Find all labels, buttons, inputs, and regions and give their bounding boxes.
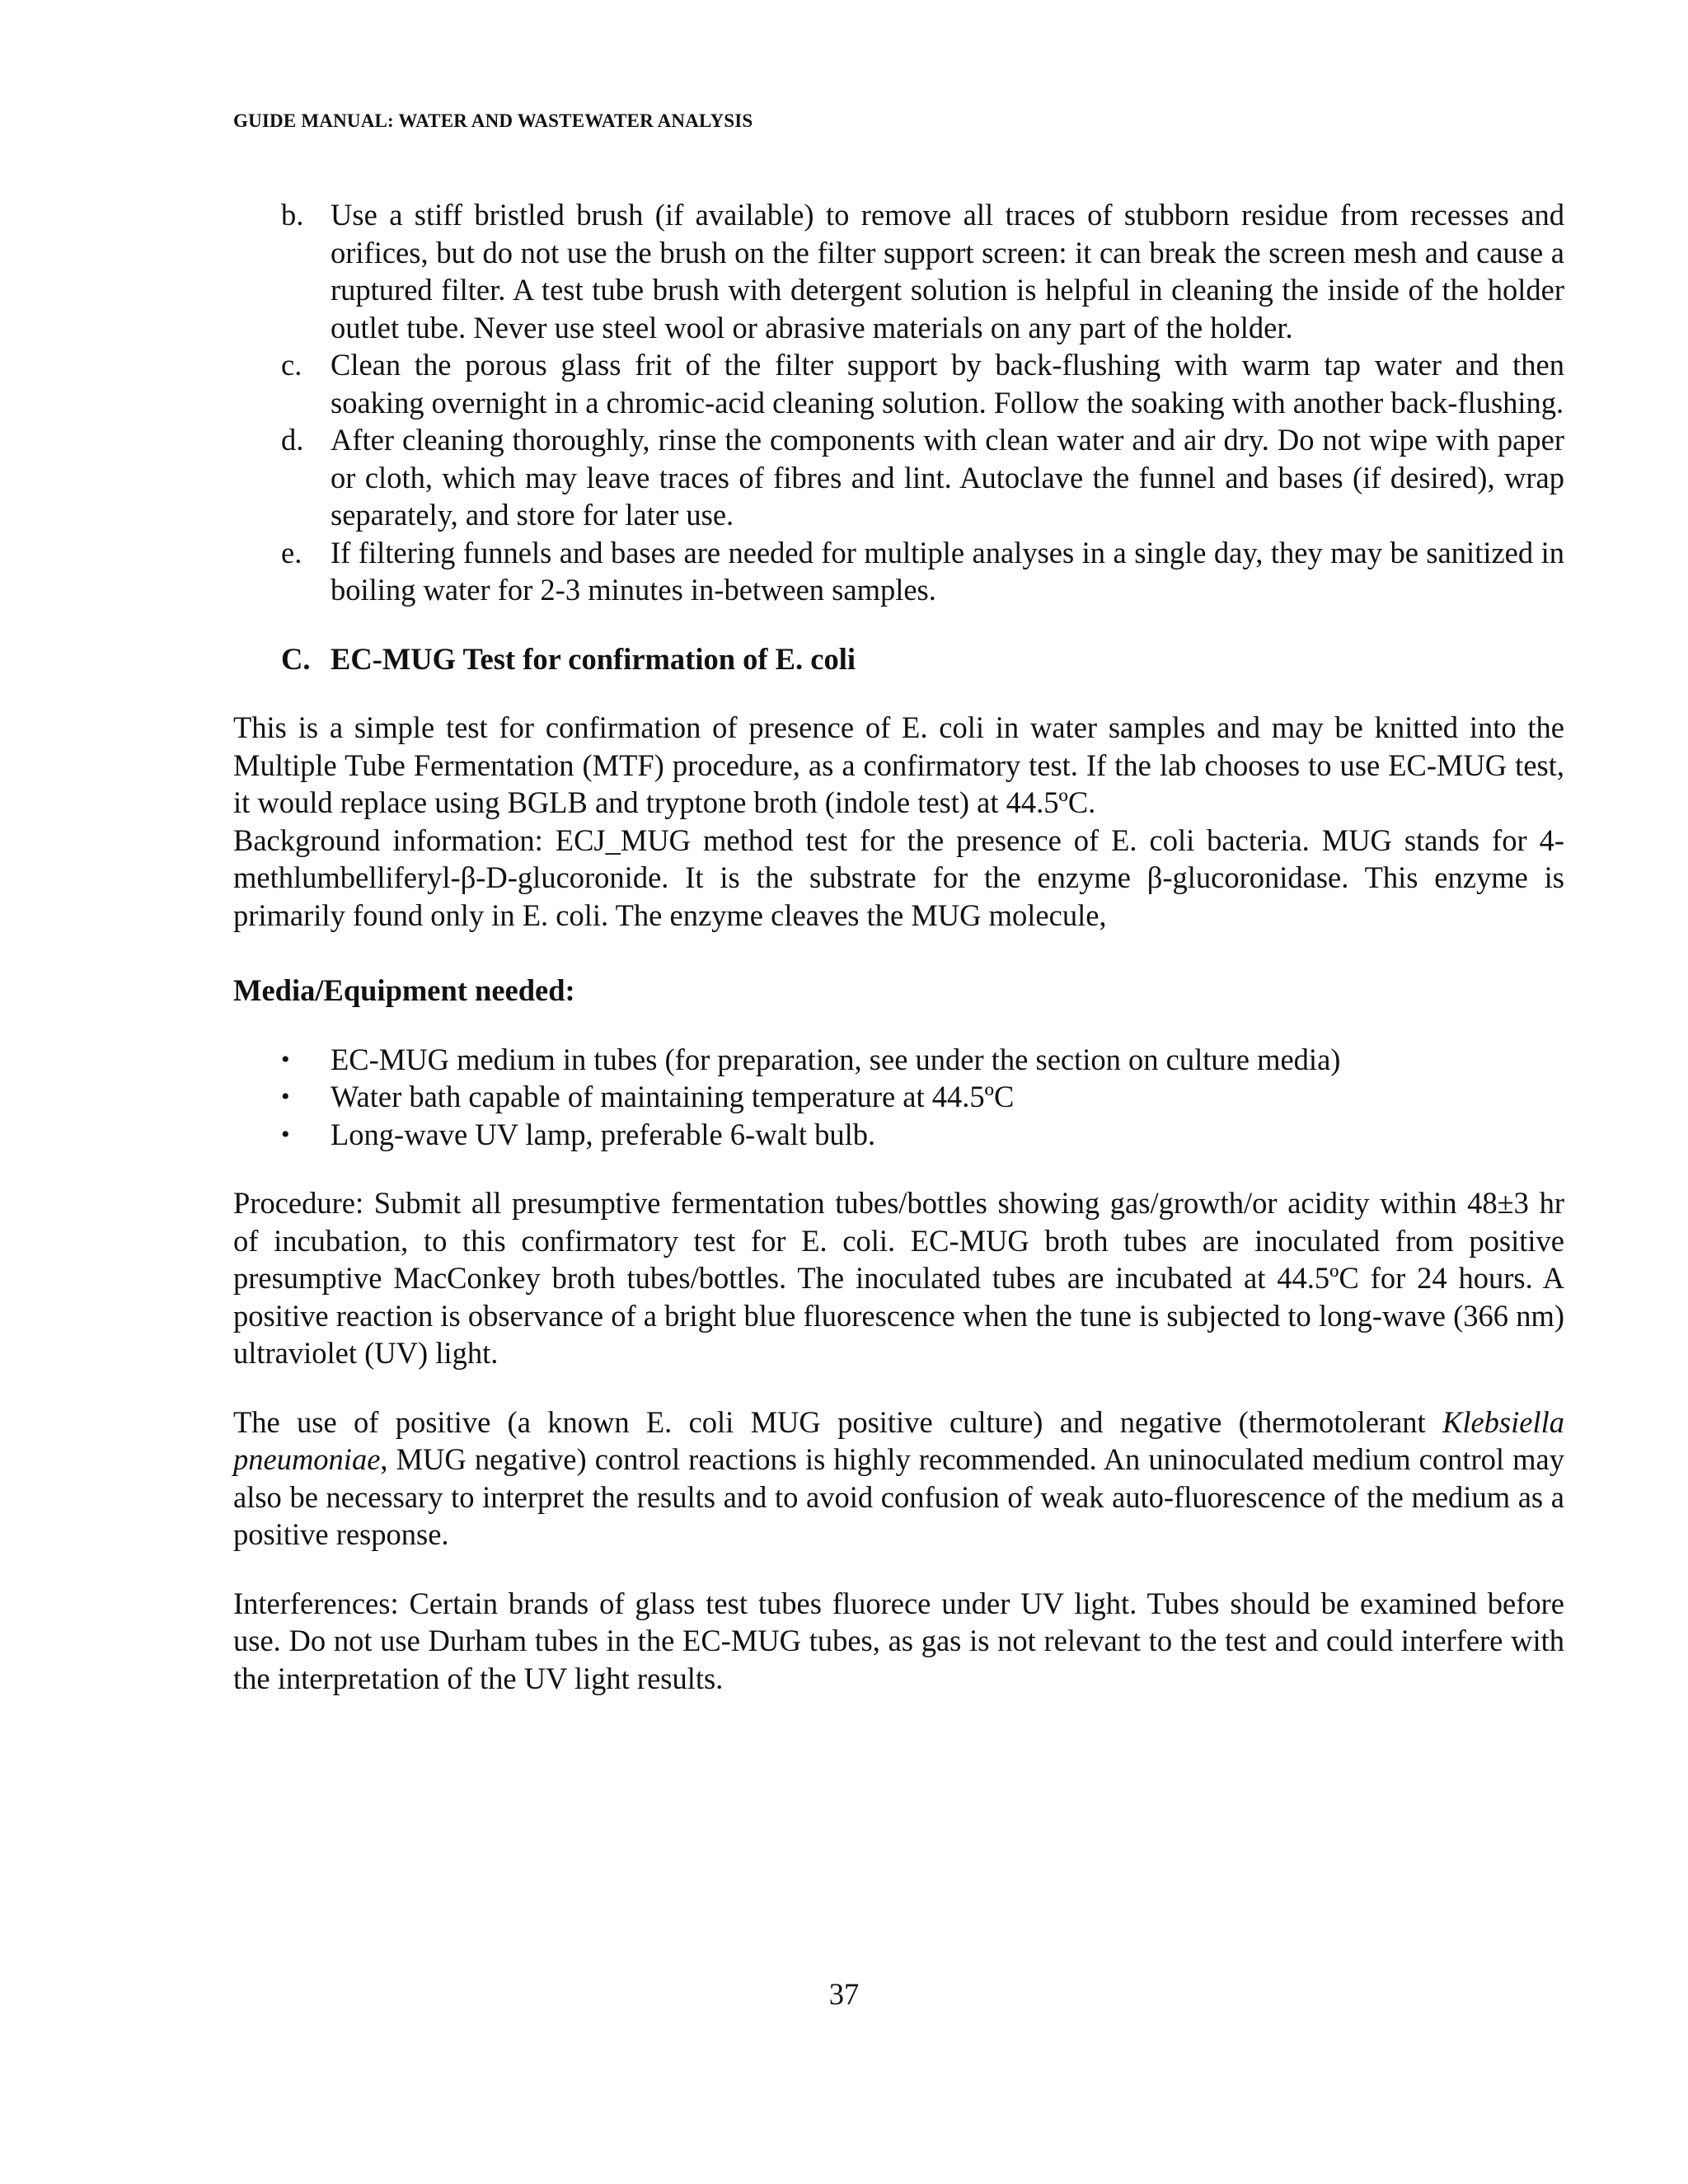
list-item-text: Use a stiff bristled brush (if available) to remove all traces of stubborn residue from recesses and orifices, but do not use the brush on the filter support screen: it can break the screen mesh and cause a ruptured filter. A test tube brush with detergent solution is helpful in cleaning the inside of the holder outlet tube. Never use steel wool or abrasive materials on any part of the holder. [331,198,1564,344]
controls-paragraph [233,1404,1564,1554]
background-paragraph: Background information: ECJ_MUG method test for the presence of E. coli bacteria. MUG stands for 4-methlumbelliferyl-β-D-glucoronide. It is the substrate for the enzyme β-glucoronidase. This enzyme is primarily found only in E. coli. The enzyme cleaves the MUG molecule, [233,823,1564,932]
bullet-icon: • [281,1045,290,1073]
page-number: 37 [828,1977,860,2011]
list-item-d [233,421,1564,534]
list-item-c [233,346,1564,421]
list-marker: e. [281,535,302,569]
page-body [233,196,1564,1697]
media-equipment-list [233,1041,1564,1154]
organism-name: Klebsiella pneumoniae [233,1404,1564,1476]
list-item-b [233,196,1564,346]
bullet-text: Water bath capable of maintaining temperature at 44.5ºC [331,1080,1015,1113]
bullet-item [233,1116,1564,1154]
list-marker: d. [281,423,304,457]
bullet-item [233,1041,1564,1079]
controls-text-end: , MUG negative) control reactions is highly recommended. An uninoculated medium control may also be necessary to interpret the results and to avoid confusion of weak auto-fluorescence of the medium as a positive response. [233,1442,1564,1551]
media-equipment-heading: Media/Equipment needed: [233,973,575,1007]
list-item-text: Clean the porous glass frit of the filter support by back-flushing with warm tap water and then soaking overnight in a chromic-acid cleaning solution. Follow the soaking with another back-flushing. [331,348,1564,419]
bullet-item [233,1078,1564,1116]
section-heading [233,640,1564,678]
controls-text-start: The use of positive (a known E. coli MUG positive culture) and negative (thermotolerant [233,1404,1442,1439]
procedure-paragraph: Procedure: Submit all presumptive fermentation tubes/bottles showing gas/growth/or acidity within 48±3 hr of incubation, to this confirmatory test for E. coli. EC-MUG broth tubes are inoculated from positive presumptive MacConkey broth tubes/bottles. The inoculated tubes are incubated at 44.5ºC for 24 hours. A positive reaction is observance of a bright blue fluorescence when the tune is subjected to long-wave (366 nm) ultraviolet (UV) light. [233,1186,1564,1370]
list-marker: b. [281,198,304,232]
interferences-paragraph: Interferences: Certain brands of glass test tubes fluorece under UV light. Tubes should be examined before use. Do not use Durham tubes in the EC-MUG tubes, as gas is not relevant to the test and could interfere with the interpretation of the UV light results. [233,1586,1564,1695]
list-item-e [233,534,1564,609]
cleaning-steps-list [233,196,1564,609]
running-header: GUIDE MANUAL: WATER AND WASTEWATER ANALYSIS [233,110,753,131]
section-marker: C. [281,641,311,676]
section-title: EC-MUG Test for confirmation of E. coli [331,641,856,676]
bullet-text: EC-MUG medium in tubes (for preparation, see under the section on culture media) [331,1042,1341,1076]
bullet-icon: • [281,1120,290,1148]
list-item-text: If filtering funnels and bases are needed for multiple analyses in a single day, they may be sanitized in boiling water for 2-3 minutes in-between samples. [331,535,1564,607]
bullet-icon: • [281,1083,290,1110]
list-marker: c. [281,348,302,382]
list-item-text: After cleaning thoroughly, rinse the components with clean water and air dry. Do not wipe with paper or cloth, which may leave traces of fibres and lint. Autoclave the funnel and bases (if desired), wrap separately, and store for later use. [331,423,1564,532]
intro-paragraph: This is a simple test for confirmation of presence of E. coli in water samples and may be knitted into the Multiple Tube Fermentation (MTF) procedure, as a confirmatory test. If the lab chooses to use EC-MUG test, it would replace using BGLB and tryptone broth (indole test) at 44.5ºC. [233,710,1564,819]
bullet-text: Long-wave UV lamp, preferable 6-walt bulb. [331,1117,876,1151]
